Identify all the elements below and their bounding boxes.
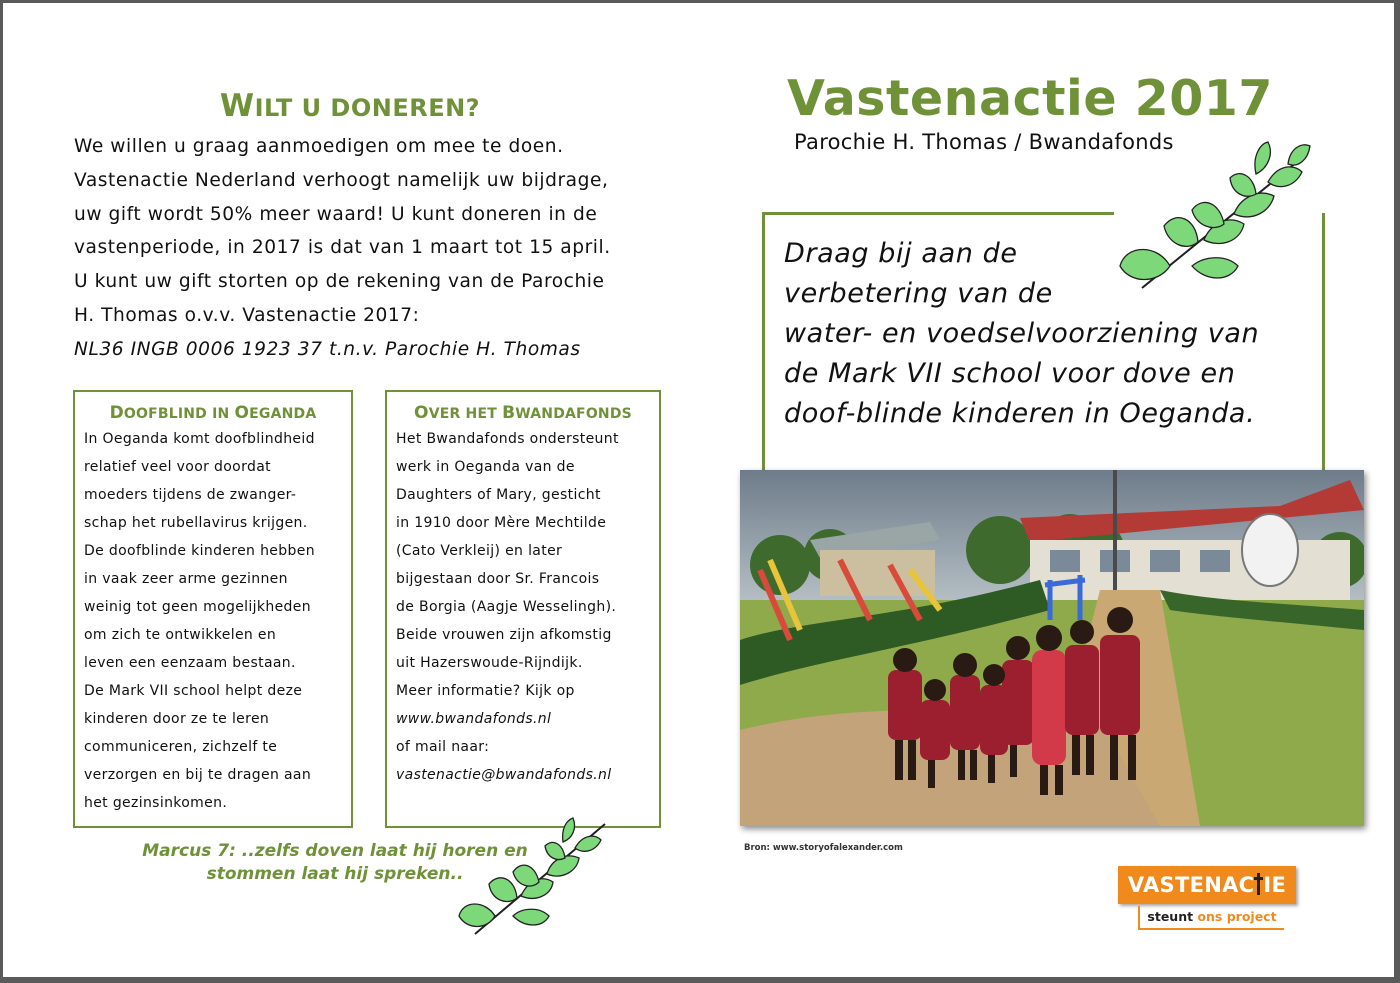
callout-line: Draag bij aan de (784, 238, 1018, 269)
box-line: de Borgia (Aagje Wesselingh). (396, 599, 617, 615)
box-line: in vaak zeer arme gezinnen (84, 571, 288, 587)
callout-line: doof-blinde kinderen in Oeganda. (784, 398, 1256, 429)
bwandafonds-box-body (387, 423, 659, 789)
donate-line: We willen u graag aanmoedigen om mee te doen. (74, 136, 564, 157)
doofblind-box (73, 390, 353, 828)
box-line: De doofblinde kinderen hebben (84, 543, 315, 559)
box-line: werk in Oeganda van de (396, 459, 575, 475)
callout-line: de Mark VII school voor dove en (784, 358, 1236, 389)
school-children-photo (740, 470, 1364, 826)
iban-line: NL36 INGB 0006 1923 37 t.n.v. Parochie H. Thomas (74, 338, 581, 360)
box-line: verzorgen en bij te dragen aan (84, 767, 312, 783)
callout-line: water- en voedselvoorziening van (784, 318, 1260, 349)
bwandafonds-box (385, 390, 661, 828)
box-line: weinig tot geen mogelijkheden (84, 599, 311, 615)
donate-line: uw gift wordt 50% meer waard! U kunt doneren in de (74, 203, 598, 225)
quote-line: stommen laat hij spreken.. (206, 864, 464, 884)
box-line: (Cato Verkleij) en later (396, 543, 563, 559)
bwandafonds-box-title: OVER HET BWANDAFONDS (414, 403, 632, 423)
donate-line: H. Thomas o.v.v. Vastenactie 2017: (74, 304, 420, 326)
box-line: schap het rubellavirus krijgen. (84, 515, 308, 531)
quote-line: Marcus 7: ..zelfs doven laat hij horen en (142, 841, 528, 861)
box-line: Het Bwandafonds ondersteunt (396, 431, 619, 447)
cross-icon (1254, 873, 1263, 895)
plant-illustration (1112, 138, 1322, 298)
box-line: In Oeganda komt doofblindheid (84, 431, 315, 447)
box-line: uit Hazerswoude-Rijndijk. (396, 655, 583, 671)
subtitle: Parochie H. Thomas / Bwandafonds (794, 130, 1174, 154)
main-title: Vastenactie 2017 (786, 70, 1273, 127)
vastenactie-logo (1118, 866, 1298, 932)
donate-line: vastenperiode, in 2017 is dat van 1 maart tot 15 april. (74, 237, 611, 259)
box-line: in 1910 door Mère Mechtilde (396, 515, 607, 531)
box-line: kinderen door ze te leren (84, 711, 270, 727)
box-line: Beide vrouwen zijn afkomstig (396, 627, 612, 643)
box-line: om zich te ontwikkelen en (84, 627, 277, 643)
photo-credit: Bron: www.storyofalexander.com (744, 843, 903, 853)
callout-line: verbetering van de (784, 278, 1053, 309)
box-line: moeders tijdens de zwanger- (84, 487, 297, 503)
box-line: De Mark VII school helpt deze (84, 683, 303, 699)
mail-label: of mail naar: (396, 739, 490, 755)
doofblind-box-body (75, 423, 351, 817)
donate-line: Vastenactie Nederland verhoogt namelijk uw bijdrage, (74, 169, 609, 191)
donate-paragraph (74, 130, 674, 367)
doofblind-box-title: DOOFBLIND IN OEGANDA (109, 403, 317, 423)
box-line: communiceren, zichzelf te (84, 739, 278, 755)
email-link[interactable]: vastenactie@bwandafonds.nl (396, 767, 612, 783)
box-line: het gezinsinkomen. (84, 795, 228, 811)
box-line: bijgestaan door Sr. Francois (396, 571, 600, 587)
logo-wordmark: VASTENAC IE (1118, 866, 1296, 904)
website-link[interactable]: www.bwandafonds.nl (396, 711, 552, 727)
donate-line: U kunt uw gift storten op de rekening van de Parochie (74, 271, 605, 293)
plant-illustration (455, 812, 620, 942)
donate-heading: WILT U DONEREN? (219, 88, 481, 124)
logo-tagline: steunt ons project (1138, 906, 1284, 930)
box-line: Meer informatie? Kijk op (396, 683, 575, 699)
box-line: relatief veel voor doordat (84, 459, 271, 475)
box-line: leven een eenzaam bestaan. (84, 655, 296, 671)
box-line: Daughters of Mary, gesticht (396, 487, 601, 503)
